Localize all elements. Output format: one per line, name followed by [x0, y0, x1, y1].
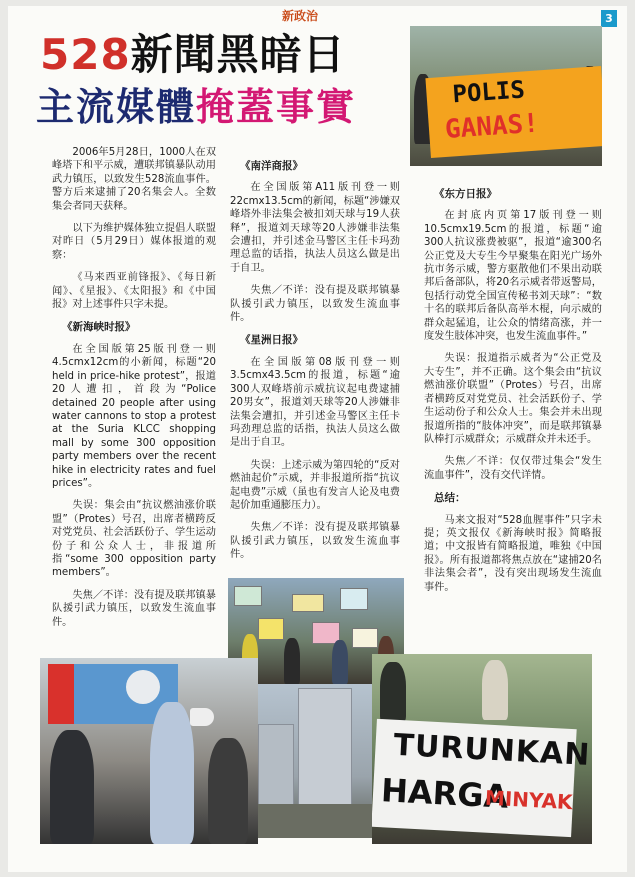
headline-text: 新聞黑暗日 — [130, 30, 346, 79]
paragraph: 在封底内页第17版刊登一则10.5cmx19.5cm的报道，标题“逾300人抗议涨费被驱”，报道“逾300名公正党及大专生今早聚集在阳光广场外抗市务示威，警方驱散他们不果出动联邦后备部队，将20名示威者带返警局，包括行动党全国宣传秘书刘天球”：“数十名的联邦后备队高举木棍，向示威的群众起猛追，让公众的情绪高涨，并一度发生肢体冲突，也发生流血事件。” — [424, 210, 602, 343]
section-heading: 《南洋商报》 — [240, 160, 303, 172]
protest-photo-banner — [372, 654, 592, 844]
speaker-figure — [150, 702, 194, 844]
tower-building — [258, 724, 294, 810]
protest-photo-building — [258, 684, 372, 838]
paragraph: 以下为维护媒体独立提倡人联盟对昨日（5月29日）媒体报道的观察： — [52, 223, 216, 261]
paragraph: 《马来西亚前锋报》、《每日新闻》、《星报》、《太阳报》和《中国报》对上述事件只字未提。 — [52, 272, 216, 311]
banner-text-line2b: MINYAK — [484, 785, 574, 815]
protest-sign — [258, 618, 284, 640]
protester-figure — [380, 662, 406, 722]
protest-sign — [292, 594, 324, 612]
paragraph: 在全国版第25版刊登一则4.5cmx12cm的小新闻，标题“20 held in price-hike protest”，报道20人遭扣，首段为“Police detained 20 people after using water cannons to stop a protest at the Suria KLCC shopping mall by some 300 opposition party members over the recent hike in electricity rates and fuel prices”。 — [52, 343, 216, 489]
section-heading: 《星洲日报》 — [240, 334, 303, 347]
protester-figure — [332, 640, 348, 684]
article-column-1 — [52, 146, 216, 638]
polis-ganas-banner — [425, 66, 602, 158]
paragraph: 失焦／不详：没有提及联邦镇暴队援引武力镇压，以致发生流血事件。 — [230, 522, 400, 561]
paragraph: 失焦／不详：仅仅带过集会“发生流血事件”，没有交代详情。 — [424, 456, 602, 481]
paragraph: 失焦／不详：没有提及联邦镇暴队援引武力镇压，以致发生流血事件。 — [230, 285, 400, 324]
paragraph: 在全国版第A11版刊登一则22cmx13.5cm的新闻，标题“涉嫌双峰塔外非法集会被扣刘天球与19人获释”，报道刘天球等20人涉嫌非法集会遭扣，并引述金马警区主任卡玛劲理总监的话指，执法人员这么做是出于自卫。 — [230, 182, 400, 274]
street-crowd — [258, 804, 372, 838]
protest-sign — [340, 588, 368, 610]
section-heading: 总结： — [434, 492, 466, 505]
tower-building — [298, 688, 352, 808]
protest-photo-megaphone — [40, 658, 258, 844]
protest-sign — [352, 628, 378, 648]
headline-sub-a: 主流媒體 — [36, 85, 197, 129]
paragraph: 失焦／不详：没有提及联邦镇暴队援引武力镇压，以致发生流血事件。 — [52, 589, 216, 628]
masthead-logo: 新政治 — [282, 9, 319, 23]
paragraph: 在全国版第08版刊登一则3.5cmx43.5cm的报道，标题“逾300人双峰塔前示威抗议起电费逮捕20男女”，报道刘天球等20人涉嫌非法集会遭扣，并引述金马警区主任卡玛劲理总监的话指，执法人员这么做是出于自卫。 — [230, 356, 400, 449]
page-number: 3 — [601, 10, 617, 27]
protester-figure — [482, 660, 508, 720]
protest-photo-top — [410, 26, 602, 166]
headline-main — [40, 30, 346, 80]
headline-number: 528 — [40, 30, 131, 79]
paragraph: 失误：集会由“抗议燃油涨价联盟”（Protes）号召，出席者横跨反对党党员、社会活跃份子、学生运动份子和公众人士，非报道所指“some 300 opposition party members”。 — [52, 500, 216, 579]
section-heading: 《新海峡时报》 — [62, 321, 136, 334]
protester-figure — [208, 738, 248, 844]
article-column-2 — [230, 150, 400, 571]
section-heading: 《东方日报》 — [434, 188, 497, 200]
headline-sub-b: 掩蓋事實 — [196, 85, 357, 129]
headline-sub — [36, 84, 356, 130]
paragraph: 失误：报道指示威者为“公正党及大专生”，并不正确。这个集会由“抗议燃油涨价联盟”（Protes）号召，出席者横跨反对党党员、社会活跃份子、学生运动份子和公众人士。集会并未出现报道所指的“肢体冲突”，而是联邦镇暴队棒打示威群众；示威群众并未还手。 — [424, 353, 602, 445]
banner-text-line2a: HARGA — [380, 771, 510, 816]
intro-paragraph: 2006年5月28日，1000人在双峰塔下和平示威，遭联邦镇暴队动用武力镇压，以致发生528流血事件。警方后来逮捕了20名集会人。全数集会者同天获释。 — [52, 147, 216, 212]
banner-text-line2: GANAS! — [444, 108, 540, 145]
protester-figure — [284, 638, 300, 684]
banner-text-line1: POLIS — [451, 75, 526, 109]
turunkan-harga-minyak-banner — [372, 719, 592, 837]
protest-sign — [234, 586, 262, 606]
photographer-figure — [50, 730, 94, 844]
paragraph: 马来文报对“528血腥事件”只字未提；英文报仅《新海峡时报》简略报道；中文报皆有简略报道，唯独《中国报》。所有报道都将焦点放在“逮捕20名非法集会者”，没有突出现场发生流血事件。 — [424, 514, 602, 593]
megaphone-icon — [190, 708, 214, 726]
paragraph: 失误：上述示威为第四轮的“反对燃油起价”示威，并非报道所指“抗议起电费”示威（虽也有发言人论及电费起价加重通膨压力）。 — [230, 459, 400, 511]
article-column-3 — [424, 178, 602, 603]
banner-text-line1: TURUNKAN — [392, 727, 592, 774]
